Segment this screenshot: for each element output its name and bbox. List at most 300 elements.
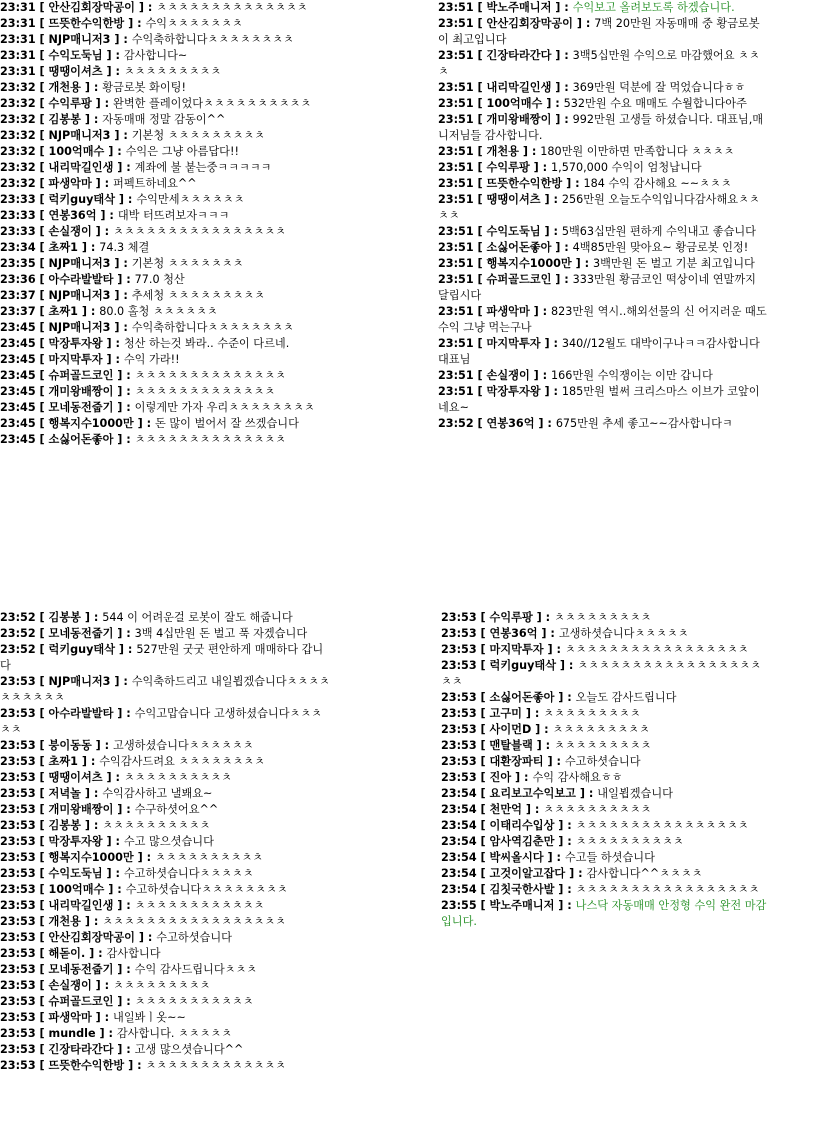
chat-message (438, 160, 768, 176)
message-time: 23:31 (0, 33, 36, 46)
name-bracket-close: ] : (113, 433, 135, 446)
message-time: 23:53 (441, 611, 477, 624)
message-time: 23:52 (0, 643, 36, 656)
name-bracket-open: [ (35, 707, 49, 720)
chat-message (0, 240, 330, 256)
name-bracket-open: [ (476, 867, 490, 880)
name-bracket-open: [ (35, 851, 49, 864)
chat-message (0, 770, 330, 786)
sender-name: 손실쟁이 (48, 979, 92, 992)
chat-message (441, 818, 771, 834)
name-bracket-open: [ (476, 755, 490, 768)
message-time: 23:53 (0, 931, 36, 944)
message-text: 이렇게만 가자 우리ㅊㅊㅊㅊㅊㅊㅊㅊ (134, 401, 315, 414)
chat-message (441, 642, 771, 658)
chat-message (0, 946, 330, 962)
message-time: 23:51 (438, 337, 474, 350)
name-bracket-close: ] : (110, 289, 132, 302)
message-time: 23:53 (0, 995, 36, 1008)
message-text: 수고들 하셧습니다 (564, 851, 655, 864)
message-text: 수익ㅊㅊㅊㅊㅊㅊㅊ (145, 17, 243, 30)
chat-message (438, 96, 768, 112)
message-text: ㅊㅊㅊㅊㅊㅊㅊㅊㅊㅊ (543, 803, 652, 816)
name-bracket-open: [ (473, 305, 487, 318)
message-time: 23:53 (0, 963, 36, 976)
message-time: 23:53 (0, 755, 36, 768)
name-bracket-close: ] : (91, 225, 114, 238)
name-bracket-close: ] : (551, 113, 573, 126)
sender-name: 뜨뜻한수익한방 (48, 17, 125, 30)
name-bracket-close: ] : (102, 65, 124, 78)
message-time: 23:53 (0, 675, 36, 688)
chat-message (441, 770, 771, 786)
message-time: 23:53 (0, 947, 36, 960)
message-text: 369만원 덕분에 잘 먹었습니다ㅎㅎ (572, 81, 746, 94)
name-bracket-close: ] : (124, 17, 146, 30)
message-text: 감사합니다^^ㅊㅊㅊㅊ (586, 867, 703, 880)
name-bracket-open: [ (35, 755, 49, 768)
message-text: 675만원 추세 좋고~~감사합니다ㅋ (555, 417, 733, 430)
message-text: 감사합니다. ㅊㅊㅊㅊㅊ (116, 1027, 233, 1040)
chat-message (0, 384, 330, 400)
message-time: 23:53 (441, 723, 477, 736)
message-text: 수익축하합니다ㅊㅊㅊㅊㅊㅊㅊㅊ (131, 33, 294, 46)
name-bracket-close: ] : (554, 899, 576, 912)
message-time: 23:32 (0, 161, 36, 174)
message-time: 23:51 (438, 241, 474, 254)
chat-message (0, 128, 330, 144)
message-text: ㅊㅊㅊㅊㅊㅊㅊㅊㅊ (554, 611, 652, 624)
sender-name: 안산김회장막공이 (486, 17, 573, 30)
message-text: 수익고맙습니다 고생하셨습니다ㅊㅊㅊㅊㅊ (0, 707, 322, 736)
message-text: 추세청 ㅊㅊㅊㅊㅊㅊㅊㅊㅊ (131, 289, 265, 302)
chat-message (438, 336, 768, 368)
sender-name: 진아 (489, 771, 512, 784)
message-time: 23:32 (0, 97, 36, 110)
message-time: 23:53 (441, 691, 477, 704)
name-bracket-open: [ (35, 177, 49, 190)
message-text: 4백85만원 맞아요~ 황금로봇 인정! (572, 241, 749, 254)
message-time: 23:54 (441, 883, 477, 896)
sender-name: 100억매수 (48, 883, 105, 896)
message-time: 23:54 (441, 803, 477, 816)
chat-message (441, 738, 771, 754)
sender-name: 수익도둑님 (48, 867, 103, 880)
name-bracket-close: ] : (532, 739, 555, 752)
name-bracket-close: ] : (529, 305, 552, 318)
sender-name: 안산김회장막공이 (48, 931, 135, 944)
chat-log-panel-top-right (438, 0, 768, 540)
message-text: 수익보고 올려보도록 하겠습니다. (572, 1, 735, 14)
message-text: 나스닥 자동매매 안정형 수익 완전 마감입니다. (441, 899, 767, 928)
name-bracket-close: ] : (511, 771, 533, 784)
message-time: 23:53 (0, 867, 36, 880)
sender-name: 김칫국한사발 (489, 883, 555, 896)
sender-name: 개천용 (48, 81, 81, 94)
message-time: 23:53 (0, 803, 36, 816)
chat-message (0, 208, 330, 224)
message-time: 23:53 (0, 979, 36, 992)
name-bracket-close: ] : (521, 803, 544, 816)
name-bracket-open: [ (473, 257, 487, 270)
name-bracket-open: [ (35, 979, 49, 992)
name-bracket-open: [ (476, 851, 490, 864)
name-bracket-close: ] : (102, 771, 124, 784)
sender-name: 행복지수1000만 (48, 851, 134, 864)
name-bracket-open: [ (476, 835, 490, 848)
sender-name: 초짜1 (48, 755, 78, 768)
name-bracket-close: ] : (543, 851, 565, 864)
message-time: 23:54 (441, 819, 477, 832)
name-bracket-open: [ (476, 611, 490, 624)
name-bracket-open: [ (35, 1043, 49, 1056)
message-text: ㅊㅊㅊㅊㅊㅊㅊㅊㅊㅊ (123, 771, 232, 784)
name-bracket-close: ] : (551, 1, 573, 14)
message-time: 23:34 (0, 241, 36, 254)
name-bracket-close: ] : (537, 627, 559, 640)
message-text: 수익감사드려요 ㅊㅊㅊㅊㅊㅊㅊㅊ (99, 755, 265, 768)
message-text: 256만원 오늘도수익입니다감사해요ㅊㅊㅊㅊ (438, 193, 760, 222)
chat-message (0, 898, 330, 914)
name-bracket-open: [ (476, 787, 490, 800)
sender-name: 고것이알고잡다 (489, 867, 566, 880)
name-bracket-close: ] : (133, 417, 155, 430)
message-time: 23:51 (438, 113, 474, 126)
message-time: 23:51 (438, 257, 474, 270)
message-time: 23:32 (0, 81, 36, 94)
name-bracket-close: ] : (110, 129, 132, 142)
name-bracket-open: [ (35, 305, 49, 318)
message-time: 23:33 (0, 193, 36, 206)
message-text: ㅊㅊㅊㅊㅊㅊㅊㅊㅊㅊㅊㅊㅊㅊㅊㅊㅊ (575, 883, 760, 896)
name-bracket-open: [ (35, 241, 49, 254)
name-bracket-open: [ (35, 225, 49, 238)
chat-message (438, 176, 768, 192)
name-bracket-open: [ (35, 1, 49, 14)
chat-message (0, 674, 330, 706)
message-text: 수익은 그냥 아름답다!! (125, 145, 239, 158)
message-time: 23:53 (0, 883, 36, 896)
name-bracket-open: [ (35, 113, 49, 126)
name-bracket-open: [ (473, 81, 487, 94)
name-bracket-open: [ (476, 771, 490, 784)
name-bracket-close: ] : (91, 97, 114, 110)
sender-name: 연봉36억 (48, 209, 97, 222)
chat-message (438, 416, 768, 432)
chat-message (0, 224, 330, 240)
name-bracket-open: [ (476, 883, 490, 896)
message-time: 23:31 (0, 17, 36, 30)
sender-name: 슈퍼골드코인 (48, 369, 114, 382)
name-bracket-open: [ (35, 97, 49, 110)
name-bracket-open: [ (35, 899, 49, 912)
message-text: 수고하셧습니다 (564, 755, 641, 768)
name-bracket-open: [ (35, 81, 49, 94)
message-time: 23:36 (0, 273, 36, 286)
sender-name: NJP매니저3 (48, 675, 111, 688)
message-text: 3백 4십만원 돈 벌고 푹 자겠습니다 (134, 627, 308, 640)
sender-name: 모네동전줍기 (48, 401, 114, 414)
name-bracket-close: ] : (80, 787, 103, 800)
chat-message (0, 802, 330, 818)
message-time: 23:33 (0, 225, 36, 238)
sender-name: 막장투자왕 (48, 835, 103, 848)
name-bracket-open: [ (35, 17, 49, 30)
message-time: 23:51 (438, 193, 474, 206)
chat-message (441, 658, 771, 690)
name-bracket-close: ] : (95, 1027, 117, 1040)
message-time: 23:31 (0, 65, 36, 78)
message-text: 수고하셧습니다 (156, 931, 232, 944)
chat-message (438, 192, 768, 224)
message-text: 185만원 벌써 크리스마스 이브가 코앞이네요~ (438, 385, 760, 414)
message-text: 992만원 고생들 하셨습니다. 대표님,매니저님들 감사합니다. (438, 113, 764, 142)
message-time: 23:37 (0, 305, 36, 318)
chat-message (0, 176, 330, 192)
chat-message (0, 0, 330, 16)
message-text: 544 이 어려운걸 로봇이 잘도 해줍니다 (102, 611, 293, 624)
message-text: 돈 많이 벌어서 잘 쓰겠습니다 (155, 417, 299, 430)
chat-message (0, 706, 330, 738)
message-text: 청산 하는것 봐라.. 수준이 다르네. (123, 337, 290, 350)
message-text: ㅊㅊㅊㅊㅊㅊㅊㅊㅊㅊㅊㅊㅊㅊ (156, 1, 308, 14)
message-time: 23:37 (0, 289, 36, 302)
chat-message (0, 994, 330, 1010)
sender-name: 럭키guy태삭 (489, 659, 557, 672)
name-bracket-open: [ (473, 145, 487, 158)
chat-message (441, 898, 771, 930)
sender-name: 수익도둑님 (486, 225, 541, 238)
message-text: ㅊㅊㅊㅊㅊㅊㅊㅊㅊㅊ (102, 819, 211, 832)
name-bracket-close: ] : (77, 241, 100, 254)
message-text: 1,570,000 수익이 엄청납니다 (551, 161, 702, 174)
chat-message (438, 48, 768, 80)
message-time: 23:53 (0, 771, 36, 784)
sender-name: 아수라발발타 (48, 707, 114, 720)
sender-name: 손실쟁이 (48, 225, 92, 238)
chat-message (0, 112, 330, 128)
name-bracket-close: ] : (521, 707, 544, 720)
name-bracket-open: [ (473, 97, 487, 110)
message-text: ㅊㅊㅊㅊㅊㅊㅊㅊㅊ (113, 979, 211, 992)
chat-message (441, 866, 771, 882)
message-time: 23:51 (438, 385, 474, 398)
name-bracket-close: ] : (113, 1043, 135, 1056)
message-time: 23:53 (441, 643, 477, 656)
name-bracket-close: ] : (85, 947, 107, 960)
name-bracket-close: ] : (551, 49, 573, 62)
name-bracket-close: ] : (576, 787, 598, 800)
name-bracket-open: [ (473, 369, 487, 382)
name-bracket-close: ] : (113, 707, 135, 720)
sender-name: 파생악마 (486, 305, 530, 318)
sender-name: 연봉36억 (486, 417, 535, 430)
name-bracket-close: ] : (102, 867, 124, 880)
message-time: 23:53 (0, 851, 36, 864)
message-time: 23:51 (438, 17, 474, 30)
sender-name: 100억매수 (48, 145, 105, 158)
sender-name: 마지막투자 (48, 353, 103, 366)
name-bracket-open: [ (35, 995, 49, 1008)
name-bracket-open: [ (35, 675, 49, 688)
chat-message (438, 224, 768, 240)
message-time: 23:51 (438, 225, 474, 238)
name-bracket-close: ] : (110, 675, 132, 688)
message-text: 오늘도 감사드립니다 (575, 691, 677, 704)
name-bracket-open: [ (35, 947, 49, 960)
sender-name: 수익루팡 (489, 611, 533, 624)
chat-message (0, 304, 330, 320)
message-text: 기본청 ㅊㅊㅊㅊㅊㅊㅊ (131, 257, 244, 270)
message-text: ㅊㅊㅊㅊㅊㅊㅊㅊㅊ (554, 739, 652, 752)
message-text: 수익축하드리고 내일뵙겠습니다ㅊㅊㅊㅊㅊㅊㅊㅊㅊㅊ (0, 675, 330, 704)
name-bracket-close: ] : (554, 819, 576, 832)
name-bracket-open: [ (35, 65, 49, 78)
sender-name: 긴장타라간다 (48, 1043, 114, 1056)
message-text: 3백만원 돈 벌고 기분 최고입니다 (593, 257, 755, 270)
sender-name: 슈퍼골드코인 (48, 995, 114, 1008)
name-bracket-open: [ (476, 659, 490, 672)
chat-message (0, 642, 330, 674)
sender-name: 행복지수1000만 (486, 257, 572, 270)
message-text: 166만원 수익쟁이는 이만 갑니다 (551, 369, 713, 382)
sender-name: 안산김회장막공이 (48, 1, 135, 14)
name-bracket-close: ] : (565, 867, 587, 880)
name-bracket-open: [ (35, 931, 49, 944)
message-text: 823만원 역시..해외선물의 신 어지러운 때도 수익 그냥 먹는구나 (438, 305, 767, 334)
message-text: 내일봐ㅣ옷~~ (113, 1011, 186, 1024)
name-bracket-close: ] : (102, 49, 124, 62)
name-bracket-open: [ (473, 1, 487, 14)
chat-message (441, 626, 771, 642)
sender-name: 맨탈블랙 (489, 739, 533, 752)
message-time: 23:53 (441, 627, 477, 640)
chat-message (0, 1042, 330, 1058)
name-bracket-open: [ (35, 385, 49, 398)
name-bracket-open: [ (35, 369, 49, 382)
name-bracket-close: ] : (113, 803, 135, 816)
name-bracket-close: ] : (113, 161, 135, 174)
message-time: 23:52 (0, 611, 36, 624)
sender-name: 고구미 (489, 707, 522, 720)
message-text: 수고하셧습니다ㅊㅊㅊㅊㅊ (123, 867, 254, 880)
name-bracket-close: ] : (554, 883, 576, 896)
message-text: 수익 감사해요ㅎㅎ (532, 771, 623, 784)
message-text: ㅊㅊㅊㅊㅊㅊㅊㅊㅊㅊㅊㅊㅊ (145, 1059, 286, 1072)
name-bracket-open: [ (473, 193, 487, 206)
message-text: ㅊㅊㅊㅊㅊㅊㅊㅊㅊ (123, 65, 222, 78)
sender-name: 파생악마 (48, 177, 92, 190)
sender-name: 개미왕배짱이 (48, 385, 114, 398)
name-bracket-close: ] : (80, 113, 103, 126)
name-bracket-close: ] : (80, 819, 103, 832)
chat-message (438, 0, 768, 16)
name-bracket-close: ] : (540, 225, 562, 238)
name-bracket-close: ] : (113, 627, 135, 640)
message-time: 23:53 (0, 819, 36, 832)
name-bracket-open: [ (476, 691, 490, 704)
name-bracket-open: [ (473, 337, 487, 350)
chat-message (0, 626, 330, 642)
name-bracket-close: ] : (540, 193, 562, 206)
chat-message (438, 16, 768, 48)
chat-log-panel-bottom-left (0, 610, 330, 1143)
name-bracket-close: ] : (91, 739, 114, 752)
name-bracket-open: [ (35, 835, 49, 848)
name-bracket-close: ] : (551, 241, 573, 254)
chat-message (0, 320, 330, 336)
name-bracket-close: ] : (115, 643, 137, 656)
sender-name: 마지막투자 (486, 337, 541, 350)
name-bracket-close: ] : (80, 915, 103, 928)
message-text: 532만원 수요 매매도 수월합니다아주 (563, 97, 747, 110)
message-time: 23:32 (0, 177, 36, 190)
sender-name: 김봉봉 (48, 819, 81, 832)
message-time: 23:53 (0, 1043, 36, 1056)
message-text: 수고하셧습니다ㅊㅊㅊㅊㅊㅊㅊㅊ (125, 883, 288, 896)
name-bracket-close: ] : (529, 369, 552, 382)
sender-name: 개천용 (486, 145, 519, 158)
name-bracket-open: [ (35, 819, 49, 832)
chat-message (438, 112, 768, 144)
name-bracket-open: [ (35, 33, 49, 46)
name-bracket-open: [ (476, 707, 490, 720)
sender-name: 뜨뜻한수익한방 (486, 177, 563, 190)
name-bracket-close: ] : (542, 97, 564, 110)
chat-message (0, 610, 330, 626)
message-time: 23:54 (441, 851, 477, 864)
message-time: 23:53 (0, 899, 36, 912)
name-bracket-open: [ (35, 1027, 49, 1040)
name-bracket-open: [ (35, 883, 49, 896)
message-time: 23:53 (441, 755, 477, 768)
chat-message (441, 690, 771, 706)
message-text: 80.0 홀청 ㅊㅊㅊㅊㅊㅊ (99, 305, 218, 318)
chat-message (441, 786, 771, 802)
message-text: 수익축하합니다ㅊㅊㅊㅊㅊㅊㅊㅊ (131, 321, 294, 334)
chat-message (0, 64, 330, 80)
chat-message (441, 610, 771, 626)
message-text: 77.0 청산 (134, 273, 185, 286)
message-time: 23:51 (438, 177, 474, 190)
sender-name: 100억매수 (486, 97, 543, 110)
name-bracket-open: [ (476, 627, 490, 640)
name-bracket-open: [ (473, 225, 487, 238)
message-time: 23:51 (438, 369, 474, 382)
chat-message (0, 754, 330, 770)
message-text: 기본청 ㅊㅊㅊㅊㅊㅊㅊㅊㅊ (131, 129, 265, 142)
sender-name: 박노주매니저 (486, 1, 552, 14)
chat-message (0, 930, 330, 946)
message-time: 23:53 (0, 915, 36, 928)
sender-name: 막장투자왕 (486, 385, 541, 398)
name-bracket-close: ] : (104, 883, 126, 896)
sender-name: 땡땡이셔츠 (486, 193, 541, 206)
name-bracket-open: [ (473, 417, 487, 430)
sender-name: 뜨뜻한수익한방 (48, 1059, 125, 1072)
name-bracket-open: [ (473, 385, 487, 398)
sender-name: 막장투자왕 (48, 337, 103, 350)
chat-message (0, 882, 330, 898)
name-bracket-open: [ (35, 963, 49, 976)
chat-message (438, 304, 768, 336)
chat-message (0, 834, 330, 850)
name-bracket-close: ] : (135, 1, 157, 14)
name-bracket-open: [ (35, 417, 49, 430)
sender-name: 소싫어돈좋아 (486, 241, 552, 254)
name-bracket-open: [ (473, 273, 487, 286)
chat-message (441, 722, 771, 738)
